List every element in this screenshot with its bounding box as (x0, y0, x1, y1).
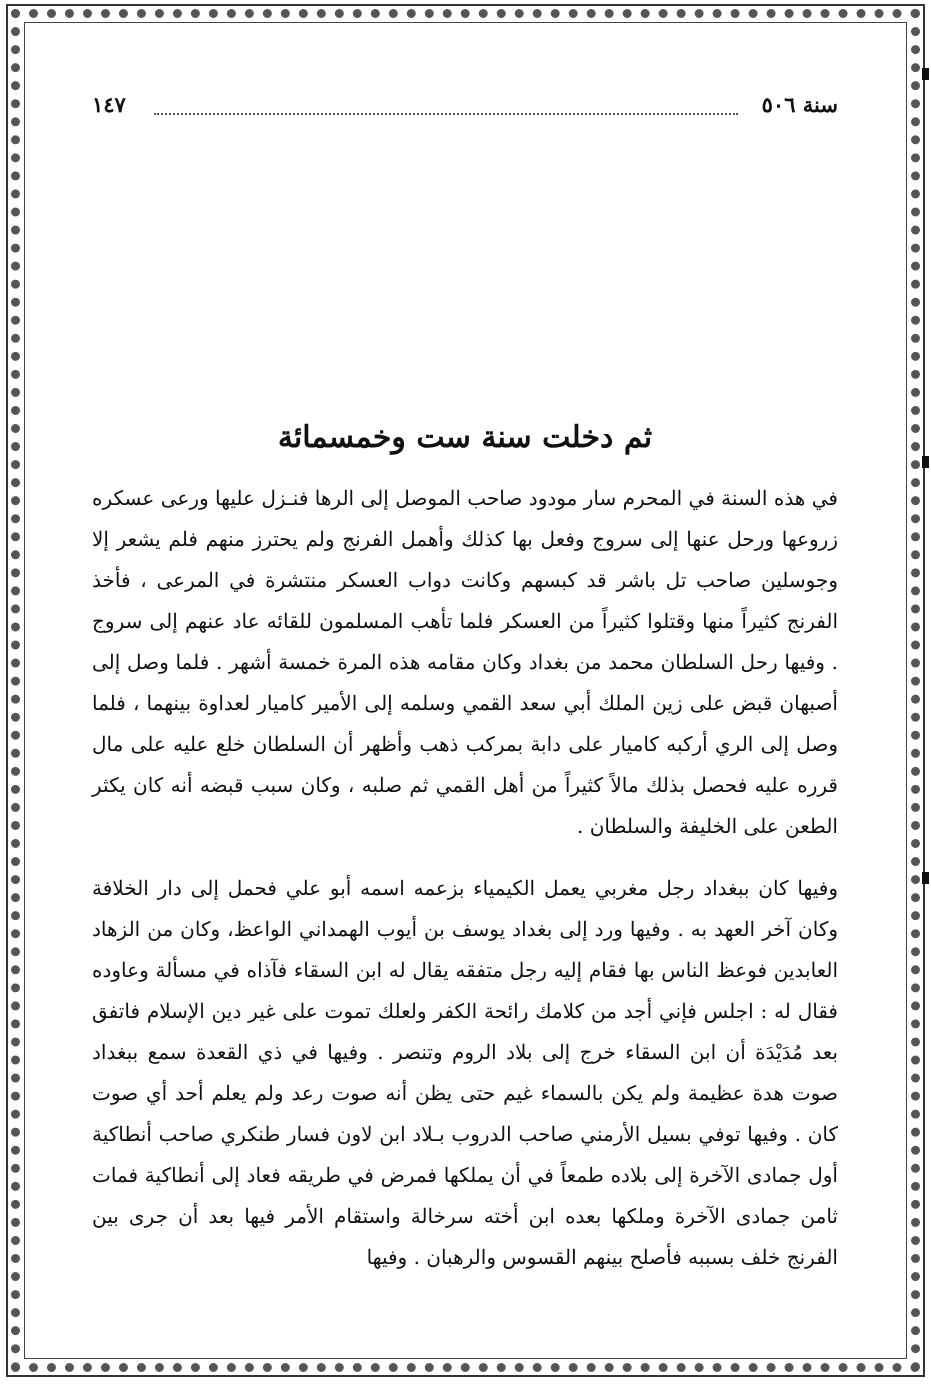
edge-mark (922, 68, 929, 80)
body-paragraph: في هذه السنة في المحرم سار مودود صاحب الموصل إلى الرها فنـزل عليها ورعى عسكره زروعها ورحل عنها إلى سروج وفعل بها كذلك وأهمل الفرنج ولم يحترز منهم فلم يشعر إلا وجوسلين صاحب تل باشر قد كبسهم وكانت دواب العسكر منتشرة في المرعى ، فأخذ الفرنج كثيراً منها وقتلوا كثيراً من العسكر فلما تأهب المسلمون للقائه عاد عنهم إلى سروج . وفيها رحل السلطان محمد من بغداد وكان مقامه هذه المرة خمسة أشهر . فلما وصل إلى أصبهان قبض على زين الملك أبي سعد القمي وسلمه إلى الأمير كاميار لعداوة بينهما ، فلما وصل إلى الري أركبه كاميار على دابة بمركب ذهب وأظهر أن السلطان خلع عليه على مال قرره عليه فحصل بذلك مالاً كثيراً من أهل القمي ثم صلبه ، وكان سبب قبضه أنه كان يكثر الطعن على الخليفة والسلطان . (92, 486, 838, 838)
page-header (92, 92, 838, 122)
edge-mark (922, 872, 929, 884)
edge-mark (922, 456, 929, 468)
page-number: ١٤٧ (92, 92, 126, 117)
running-head: سنة ٥٠٦ (761, 92, 838, 117)
section-title: ثم دخلت سنة ست وخمسمائة (277, 420, 653, 455)
header-leader-dots (154, 113, 738, 115)
body-paragraph: وفيها كان ببغداد رجل مغربي يعمل الكيمياء بزعمه اسمه أبو علي فحمل إلى دار الخلافة وكان آخر العهد به . وفيها ورد إلى بغداد يوسف بن أيوب الهمداني الواعظ، وكان من الزهاد العابدين فوعظ الناس بها فقام إليه رجل متفقه يقال له ابن السقاء فآذاه في مسألة وعاوده فقال له : اجلس فإني أجد من كلامك رائحة الكفر ولعلك تموت على غير دين الإسلام فاتفق بعد مُدَيْدَة أن ابن السقاء خرج إلى بلاد الروم وتنصر . وفيها في ذي القعدة سمع ببغداد صوت هدة عظيمة ولم يكن بالسماء غيم حتى يظن أنه صوت رعد ولم يعلم أحد أي صوت كان . وفيها توفي بسيل الأرمني صاحب الدروب بـلاد ابن لاون فسار طنكري صاحب أنطاكية أول جمادى الآخرة إلى بلاده طمعاً في أن يملكها فمرض في طريقه فعاد إلى أنطاكية فمات ثامن جمادى الآخرة وملكها بعده ابن أخته سرخالة واستقام الأمر فيها بعد أن جرى بين الفرنج خلف بسببه فأصلح بينهم القسوس والرهبان . وفيها (92, 876, 839, 1269)
